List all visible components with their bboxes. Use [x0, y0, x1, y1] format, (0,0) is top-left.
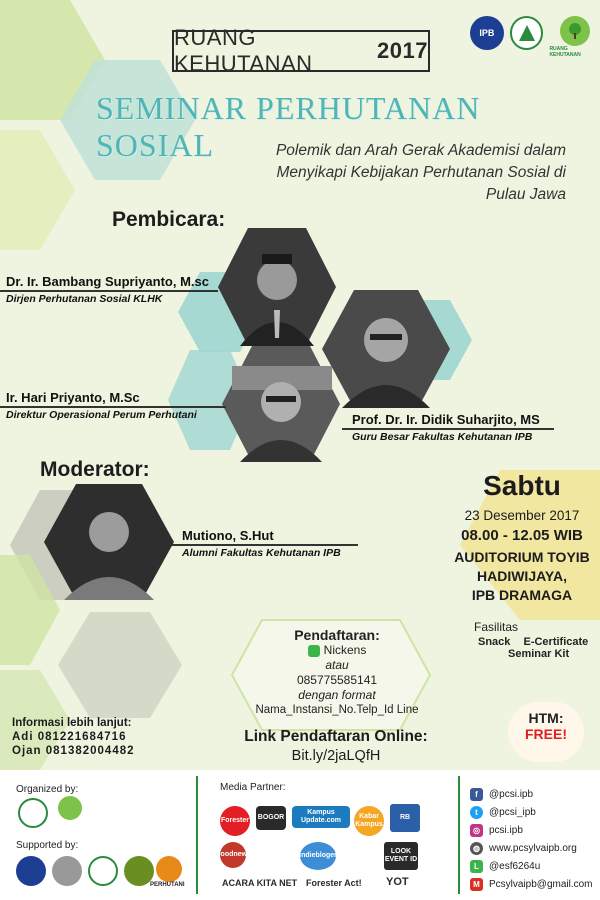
online-registration-title: Link Pendaftaran Online: [244, 728, 428, 745]
event-name: RUANG KEHUTANAN [174, 25, 313, 76]
gmail-icon: M [470, 878, 483, 891]
social-handle: @esf6264u [489, 861, 541, 872]
line-app-icon [308, 645, 320, 657]
top-logos [470, 16, 600, 58]
event-year: 2017 [377, 38, 428, 63]
htm-badge [508, 702, 584, 762]
tree-logo-icon [58, 796, 82, 820]
speakers-heading: Pembicara: [112, 208, 226, 231]
moderator-role: Alumni Fakultas Kehutanan IPB [182, 547, 341, 559]
facilities-label: Fasilitas [474, 620, 519, 634]
web-icon: ◍ [470, 842, 483, 855]
speaker-photo-3 [322, 290, 450, 408]
divider [342, 428, 554, 430]
info-contact: Adi 081221684716 [12, 731, 127, 743]
subtitle [230, 140, 566, 206]
social-handle: @pcsi.ipb [489, 789, 534, 800]
tree-logo-icon [560, 16, 590, 46]
twitter-icon: t [470, 806, 483, 819]
venue-line: AUDITORIUM TOYIB [454, 549, 590, 565]
facilities-list [478, 636, 598, 660]
registration-format: Nama_Instansi_No.Telp_Id Line [255, 704, 419, 716]
media-partner-logo: Forester Act! [306, 878, 362, 888]
divider [196, 776, 198, 894]
subtitle-line: Menyikapi Kebijakan Perhutanan Sosial di [276, 164, 566, 181]
social-instagram[interactable] [470, 824, 523, 837]
social-facebook[interactable] [470, 788, 533, 801]
divider [172, 544, 358, 546]
social-line[interactable] [470, 860, 540, 873]
social-twitter[interactable] [470, 806, 536, 819]
htm-label: HTM: [528, 710, 564, 726]
info-block [12, 716, 135, 758]
social-website[interactable] [470, 842, 577, 855]
media-partner-logo: BOGOR [256, 806, 286, 830]
moderator-photo [44, 484, 174, 600]
speaker-role: Dirjen Perhutanan Sosial KLHK [6, 293, 163, 305]
social-email[interactable] [470, 878, 593, 891]
speaker-name: Dr. Ir. Bambang Supriyanto, M.sc [6, 274, 209, 289]
logo-caption: RUANG KEHUTANAN [549, 46, 581, 58]
media-partner-logo: Kabar Kampus [354, 806, 384, 836]
event-name-box [172, 25, 430, 76]
perhutani-logo-icon [156, 856, 182, 882]
speaker-name: Prof. Dr. Ir. Didik Suharjito, MS [352, 412, 540, 427]
event-date: 23 Desember 2017 [464, 508, 580, 523]
social-handle: Pcsylvaipb@gmail.com [489, 879, 593, 890]
subtitle-line: Pulau Jawa [485, 186, 566, 203]
media-partner-logo: indiebloger [300, 842, 336, 870]
registration-title: Pendaftaran: [294, 627, 380, 643]
line-icon: L [470, 860, 483, 873]
speaker-role: Guru Besar Fakultas Kehutanan IPB [352, 431, 533, 443]
fahutan-logo-icon [88, 856, 118, 886]
htm-price: FREE! [525, 726, 567, 742]
or-text: atau [325, 658, 349, 672]
facebook-icon: f [470, 788, 483, 801]
registration-block [232, 628, 442, 718]
supported-label: Supported by: [16, 840, 79, 851]
moderator-name: Mutiono, S.Hut [182, 528, 274, 543]
venue-line: HADIWIJAYA, [477, 568, 567, 584]
media-partner-logo: ACARA KITA NET [222, 878, 298, 888]
media-partner-logo: Forester [220, 806, 250, 836]
media-partner-logo: LOOK EVENT ID [384, 842, 418, 870]
media-partner-logo: Kampus Update.com [292, 806, 350, 828]
perhutani-caption: PERHUTANI [150, 882, 185, 888]
registration-phone: 085775585141 [296, 673, 378, 687]
social-handle: www.pcsylvaipb.org [489, 843, 577, 854]
format-label: dengan format [298, 688, 376, 702]
ruang-kehutanan-logo [549, 16, 600, 58]
info-contact: Ojan 081382004482 [12, 745, 135, 757]
info-title: Informasi lebih lanjut: [12, 717, 132, 729]
moderator-heading: Moderator: [40, 458, 150, 481]
speaker-photo-2 [222, 346, 340, 462]
event-day: Sabtu [483, 470, 561, 501]
media-partner-logo: Goodnews [220, 842, 246, 868]
media-partner-logo: YOT [386, 876, 409, 888]
speaker-name: Ir. Hari Priyanto, M.Sc [6, 390, 140, 405]
online-registration-link[interactable]: Bit.ly/2jaLQfH [291, 748, 381, 764]
divider [0, 290, 218, 292]
facility-item: Seminar Kit [508, 648, 570, 660]
media-partner-logo: RB [390, 804, 420, 832]
speaker-role: Direktur Operasional Perum Perhutani [6, 409, 197, 421]
klhk-logo-icon [52, 856, 82, 886]
ipb-logo-icon [16, 856, 46, 886]
event-time: 08.00 - 12.05 WIB [461, 527, 583, 544]
footer [0, 770, 600, 900]
speaker-photo-1 [218, 228, 336, 346]
ipb-logo-icon: IPB [470, 16, 504, 50]
venue-line: IPB DRAMAGA [471, 587, 573, 603]
subtitle-line: Polemik dan Arah Gerak Akademisi dalam [275, 142, 566, 159]
organized-label: Organized by: [16, 784, 79, 795]
schedule-panel [442, 470, 600, 605]
media-partner-label: Media Partner: [220, 782, 286, 793]
social-handle: pcsi.ipb [489, 825, 523, 836]
instagram-icon: ◎ [470, 824, 483, 837]
contact-name: Nickens [323, 643, 367, 657]
facility-item: E-Certificate [523, 636, 589, 648]
divider [458, 776, 460, 894]
fahutan-logo-icon [510, 16, 544, 50]
facility-item: Snack [478, 636, 511, 648]
social-handle: @pcsi_ipb [489, 807, 536, 818]
fahutan-logo-icon [18, 798, 48, 828]
divider [0, 406, 226, 408]
registration-contact [232, 643, 442, 658]
page-title: SEMINAR PERHUTANAN SOSIAL [96, 90, 481, 163]
